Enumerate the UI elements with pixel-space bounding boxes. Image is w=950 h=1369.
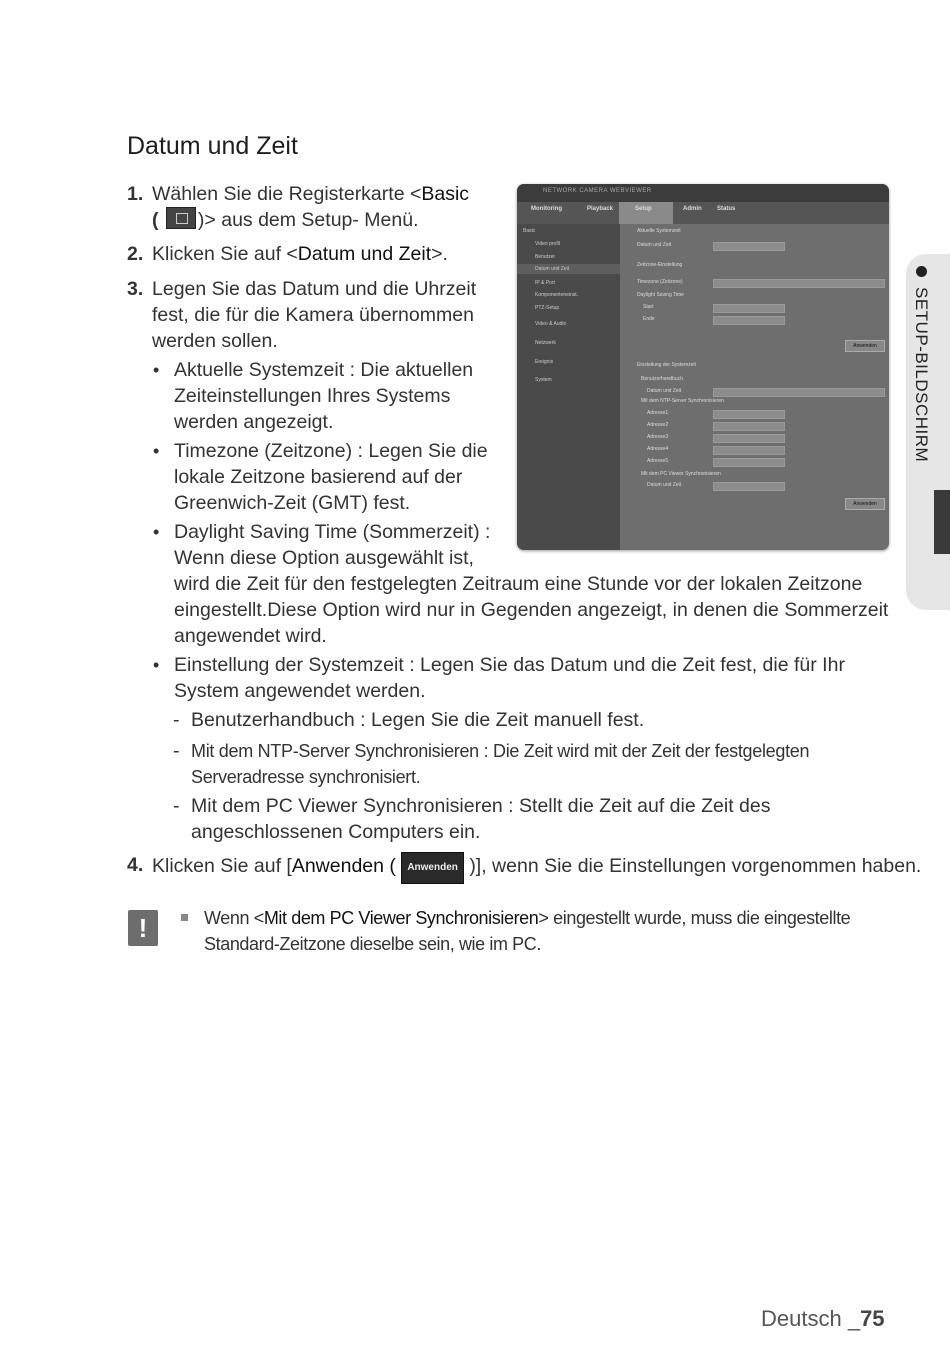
screenshot-field bbox=[713, 458, 785, 467]
screenshot-sidebar-item: System bbox=[535, 377, 552, 383]
bullet-dot: • bbox=[153, 522, 160, 542]
screenshot-tab: Playback bbox=[587, 206, 614, 212]
side-tab-label: SETUP-BILDSCHIRM bbox=[905, 266, 931, 462]
note-bullet-icon bbox=[181, 914, 188, 921]
bullet-4-line1: Einstellung der Systemzeit : Legen Sie das Datum und die Zeit fest, die für Ihr bbox=[174, 654, 845, 676]
step-1-line2: ( )> aus dem Setup- Menü. bbox=[152, 209, 419, 231]
page-title: Datum und Zeit bbox=[127, 132, 298, 160]
bullet-4-line2: System angewendet werden. bbox=[174, 680, 426, 702]
screenshot-label: Datum und Zeit bbox=[647, 388, 682, 394]
bullet-1-line2: Zeiteinstellungen Ihres Systems bbox=[174, 385, 451, 407]
screenshot-field bbox=[713, 410, 785, 419]
bullet-1-line3: werden angezeigt. bbox=[174, 411, 334, 433]
screenshot-label: Start bbox=[643, 304, 654, 310]
bullet-2-line3: Greenwich-Zeit (GMT) fest. bbox=[174, 492, 411, 514]
screenshot-label: Adresse4 bbox=[647, 446, 669, 452]
screenshot-tab: Status bbox=[717, 206, 736, 212]
step-number: 4. bbox=[127, 854, 144, 876]
basic-tab-icon bbox=[166, 207, 196, 229]
screenshot-field bbox=[713, 482, 785, 491]
screenshot-sidebar-item: Video & Audio bbox=[535, 321, 567, 327]
step-number: 2. bbox=[127, 243, 144, 265]
screenshot-label: Daylight Saving Time bbox=[637, 292, 684, 298]
screenshot-label: Datum und Zeit bbox=[647, 482, 682, 488]
screenshot-field bbox=[713, 304, 785, 313]
step-3-line2: fest, die für die Kamera übernommen bbox=[152, 304, 474, 326]
note-warning-icon: ! bbox=[128, 910, 158, 946]
screenshot-sidebar-item: IP & Port bbox=[535, 280, 555, 286]
step-number: 3. bbox=[127, 278, 144, 300]
screenshot-label: Timezone (Zeitzone) bbox=[637, 279, 683, 285]
screenshot-field bbox=[713, 446, 785, 455]
bullet-3-line2: Wenn diese Option ausgewählt ist, bbox=[174, 547, 474, 569]
side-tab-marker bbox=[934, 490, 950, 554]
step-1-text: Wählen Sie die Registerkarte <Basic bbox=[152, 183, 470, 205]
page-number: 75 bbox=[860, 1306, 885, 1331]
screenshot-field bbox=[713, 434, 785, 443]
bullet-dot: • bbox=[153, 360, 160, 380]
screenshot-tab: Monitoring bbox=[531, 206, 562, 212]
dash-2-line1: Mit dem NTP-Server Synchronisieren : Die Zeit wird mit der Zeit der festgelegten bbox=[191, 741, 810, 761]
bullet-3-line3: wird die Zeit für den festgelegten Zeitraum eine Stunde vor der lokalen Zeitzone bbox=[174, 573, 863, 595]
screenshot-label: Adresse3 bbox=[647, 434, 669, 440]
screenshot-sidebar-item: Basic bbox=[523, 228, 536, 234]
screenshot-label: Zeitzone-Einstellung bbox=[637, 262, 683, 268]
screenshot-field bbox=[713, 422, 785, 431]
screenshot-field bbox=[713, 316, 785, 325]
note-text bbox=[204, 905, 850, 957]
screenshot-label: Mit dem NTP-Server Synchronisieren bbox=[641, 398, 724, 404]
basic-label: Basic bbox=[421, 183, 470, 205]
screenshot-label: Mit dem PC Viewer Synchronisieren bbox=[641, 471, 721, 477]
note-line2: Standard-Zeitzone dieselbe sein, wie im PC. bbox=[204, 934, 541, 954]
screenshot-sidebar-item: Datum und Zeit bbox=[535, 266, 570, 272]
step-number: 1. bbox=[127, 183, 144, 205]
screenshot-sidebar-item: Video profil bbox=[535, 241, 560, 247]
bullet-3-line4: eingestellt.Diese Option wird nur in Gegenden angezeigt, in denen die Sommerzeit bbox=[174, 599, 889, 621]
note-line1: Wenn <Mit dem PC Viewer Synchronisieren> eingestellt wurde, muss die eingestellte bbox=[204, 908, 851, 928]
bullet-1-line1: Aktuelle Systemzeit : Die aktuellen bbox=[174, 359, 474, 381]
screenshot-label: Adresse5 bbox=[647, 458, 669, 464]
dash-3-line1: Mit dem PC Viewer Synchronisieren : Stellt die Zeit auf die Zeit des bbox=[191, 795, 771, 817]
screenshot-label: Datum und Zeit bbox=[637, 242, 672, 248]
apply-button-image: Anwenden bbox=[401, 852, 464, 884]
dash-marker: - bbox=[173, 740, 180, 762]
bullet-3-line5: angewendet wird. bbox=[174, 625, 327, 647]
step-4-text: Klicken Sie auf [Anwenden ( Anwenden )], wenn Sie die Einstellungen vorgenommen haben. bbox=[152, 852, 921, 884]
screenshot-sidebar-item: PTZ-Setup bbox=[535, 305, 560, 311]
side-dot-icon bbox=[916, 266, 927, 277]
webviewer-screenshot bbox=[517, 184, 889, 550]
dash-3-line2: angeschlossenen Computers ein. bbox=[191, 821, 481, 843]
screenshot-tab: Setup bbox=[635, 206, 652, 212]
screenshot-title: NETWORK CAMERA WEBVIEWER bbox=[543, 188, 652, 194]
dash-1: Benutzerhandbuch : Legen Sie die Zeit manuell fest. bbox=[191, 709, 645, 731]
bullet-2-line1: Timezone (Zeitzone) : Legen Sie die bbox=[174, 440, 488, 462]
step-2-text: Klicken Sie auf <Datum und Zeit>. bbox=[152, 243, 448, 265]
screenshot-navbar bbox=[517, 202, 889, 224]
screenshot-apply-button: Anwenden bbox=[845, 498, 885, 510]
bullet-dot: • bbox=[153, 655, 160, 675]
dash-2-line2: Serveradresse synchronisiert. bbox=[191, 767, 421, 787]
screenshot-sidebar-item: Benutzer bbox=[535, 254, 556, 260]
screenshot-label: Benutzerhandbuch bbox=[641, 376, 683, 382]
dash-marker: - bbox=[173, 795, 180, 817]
dash-marker: - bbox=[173, 709, 180, 731]
step-3-line1: Legen Sie das Datum und die Uhrzeit bbox=[152, 278, 477, 300]
screenshot-sidebar-item: Ereignis bbox=[535, 359, 554, 365]
screenshot-label: Ende bbox=[643, 316, 655, 322]
screenshot-label: Adresse2 bbox=[647, 422, 669, 428]
page-footer: Deutsch _75 bbox=[761, 1306, 885, 1331]
bullet-2-line2: lokale Zeitzone basierend auf der bbox=[174, 466, 463, 488]
screenshot-sidebar-item: Komponenteneinst. bbox=[535, 292, 579, 298]
screenshot-label: Einstellung der Systemzeit bbox=[637, 362, 696, 368]
screenshot-sidebar-item: Netzwerk bbox=[535, 340, 556, 346]
bullet-3-line1: Daylight Saving Time (Sommerzeit) : bbox=[174, 521, 491, 543]
screenshot-field bbox=[713, 242, 785, 251]
screenshot-date-fields bbox=[713, 388, 885, 397]
screenshot-label: Aktuelle Systemzeit bbox=[637, 228, 681, 234]
screenshot-label: Adresse1 bbox=[647, 410, 669, 416]
step-3-line3: werden sollen. bbox=[152, 330, 278, 352]
screenshot-tab: Admin bbox=[683, 206, 702, 212]
screenshot-timezone-select bbox=[713, 279, 885, 288]
bullet-dot: • bbox=[153, 441, 160, 461]
screenshot-apply-button: Anwenden bbox=[845, 340, 885, 352]
